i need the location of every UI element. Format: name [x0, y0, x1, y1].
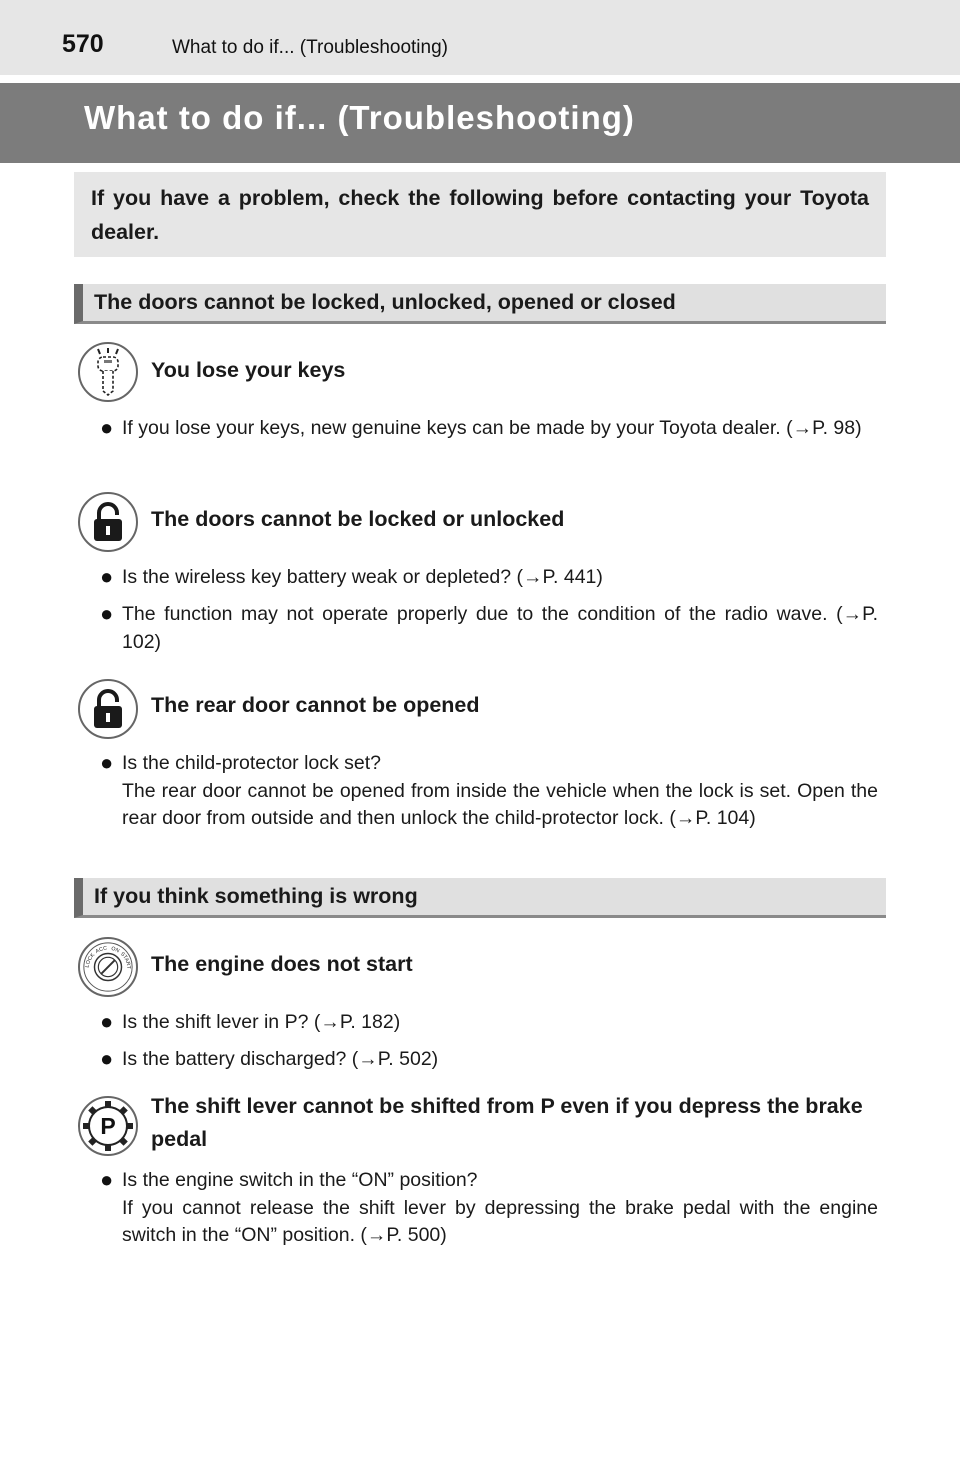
bullet-icon: ● — [100, 564, 114, 589]
page-number: 570 — [62, 30, 104, 58]
engine-switch-icon — [78, 937, 138, 997]
item-detail: The rear door cannot be opened from inside the vehicle when the lock is set. Open the rear door from outside and then unlock the child-protector lock. (→P. 104) — [122, 779, 878, 829]
section-heading-doors: The doors cannot be locked, unlocked, opened or closed — [74, 284, 886, 324]
bullet-icon: ● — [100, 1046, 114, 1071]
list-item — [100, 1009, 878, 1037]
icon-label-acc: ACC — [94, 945, 108, 955]
subsection-heading-lose-keys: You lose your keys — [151, 358, 346, 382]
bullet-icon: ● — [100, 1009, 114, 1034]
intro-box: If you have a problem, check the following before contacting your Toyota dealer. — [74, 172, 886, 257]
item-text: Is the battery discharged? (→P. 502) — [122, 1048, 439, 1070]
padlock-icon — [78, 492, 138, 552]
running-header — [0, 0, 960, 75]
bullet-icon: ● — [100, 415, 114, 440]
list-item — [100, 601, 878, 656]
subsection-heading-shift-lever: The shift lever cannot be shifted from P even if you depress the brake pedal — [151, 1094, 863, 1151]
subsection-heading-doors-locked: The doors cannot be locked or unlocked — [151, 507, 565, 531]
running-title: What to do if... (Troubleshooting) — [172, 37, 448, 58]
icon-label-on: ON — [110, 945, 121, 955]
bullet-icon: ● — [100, 601, 114, 626]
subsection-heading-rear-door: The rear door cannot be opened — [151, 693, 480, 717]
page-title: What to do if... (Troubleshooting) — [84, 99, 635, 136]
list-item — [100, 415, 878, 443]
park-gear-icon — [78, 1096, 138, 1156]
bullet-icon: ● — [100, 1167, 114, 1192]
item-text: Is the child-protector lock set? — [122, 752, 382, 774]
list-item — [100, 1046, 878, 1074]
key-icon — [78, 342, 138, 402]
list-item — [100, 750, 878, 833]
park-gear-label: P — [100, 1113, 116, 1139]
svg-text:ON — [110, 946, 120, 955]
padlock-icon — [78, 679, 138, 739]
bullet-icon: ● — [100, 750, 114, 775]
item-text: Is the wireless key battery weak or depleted? (→P. 441) — [122, 566, 603, 588]
item-detail: If you cannot release the shift lever by depressing the brake pedal with the engine switch in the “ON” position. (→P. 500) — [122, 1196, 878, 1246]
icon-label-lock: LOCK — [84, 952, 97, 969]
list-item — [100, 564, 878, 592]
item-text: If you lose your keys, new genuine keys can be made by your Toyota dealer. (→P. 98) — [122, 417, 862, 439]
list-item — [100, 1167, 878, 1250]
subsection-heading-engine-start: The engine does not start — [151, 952, 413, 976]
section-heading-something-wrong: If you think something is wrong — [74, 878, 886, 918]
item-text: Is the engine switch in the “ON” position? — [122, 1169, 478, 1191]
item-text: The function may not operate properly due to the condition of the radio wave. (→P. 102) — [122, 603, 878, 653]
icon-label-start: START — [118, 951, 132, 970]
item-text: Is the shift lever in P? (→P. 182) — [122, 1011, 401, 1033]
